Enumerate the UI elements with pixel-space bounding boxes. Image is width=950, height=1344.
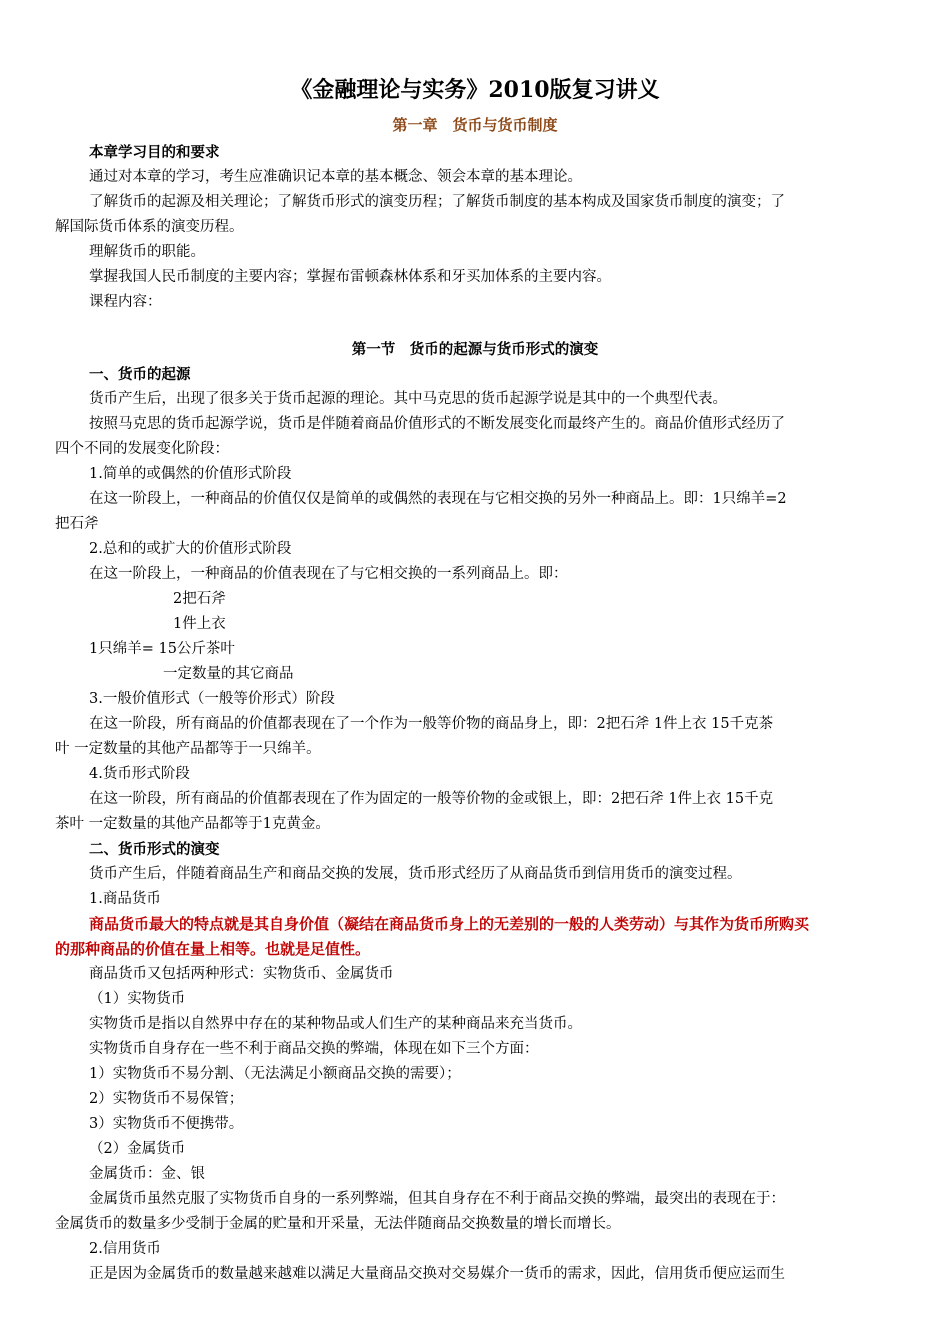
text-line: 本章学习目的和要求 <box>89 144 220 161</box>
text-line: 1）实物货币不易分割、（无法满足小额商品交换的需要）； <box>89 1066 461 1082</box>
text-line: 课程内容： <box>89 294 162 310</box>
text-line: 正是因为金属货币的数量越来越难以满足大量商品交换对交易媒介一货币的需求，因此，信用货币便应运而生 <box>89 1266 785 1282</box>
text-line: 货币产生后，出现了很多关于货币起源的理论。其中马克思的货币起源学说是其中的一个典型代表。 <box>89 391 727 407</box>
text-line: 掌握我国人民币制度的主要内容；掌握布雷顿森林体系和牙买加体系的主要内容。 <box>89 269 611 285</box>
chapter-title: 第一章 货币与货币制度 <box>392 116 558 134</box>
text-line: 4.货币形式阶段 <box>89 766 190 782</box>
text-line: 解国际货币体系的演变历程。 <box>55 219 244 235</box>
text-line: 一定数量的其它商品 <box>163 666 294 682</box>
text-line: 了解货币的起源及相关理论；了解货币形式的演变历程；了解货币制度的基本构成及国家货币制度的演变；了 <box>89 194 785 210</box>
text-line: 3.一般价值形式（一般等价形式）阶段 <box>89 691 335 707</box>
text-line: （2）金属货币 <box>89 1141 186 1157</box>
section-body <box>55 362 895 1287</box>
text-line: 在这一阶段，所有商品的价值都表现在了作为固定的一般等价物的金或银上，即：2把石斧 1件上衣 15千克 <box>89 791 774 807</box>
text-line: 理解货币的职能。 <box>89 244 205 260</box>
text-line: 在这一阶段上，一种商品的价值仅仅是简单的或偶然的表现在与它相交换的另外一种商品上。即：1只绵羊=2 <box>89 491 787 507</box>
text-line: 按照马克思的货币起源学说，货币是伴随着商品价值形式的不断发展变化而最终产生的。商品价值形式经历了 <box>89 416 785 432</box>
text-line: 实物货币是指以自然界中存在的某种物品或人们生产的某种商品来充当货币。 <box>89 1016 582 1032</box>
text-line: 商品货币又包括两种形式：实物货币、金属货币 <box>89 966 394 982</box>
text-line: 在这一阶段上，一种商品的价值表现在了与它相交换的一系列商品上。即： <box>89 566 568 582</box>
text-line: 在这一阶段，所有商品的价值都表现在了一个作为一般等价物的商品身上，即：2把石斧 1件上衣 15千克茶 <box>89 716 774 732</box>
text-line: 金属货币：金、银 <box>89 1166 205 1182</box>
text-line: 1件上衣 <box>173 616 226 632</box>
text-line: 金属货币虽然克服了实物货币自身的一系列弊端，但其自身存在不利于商品交换的弊端，最突出的表现在于： <box>89 1191 785 1207</box>
text-line: 2.信用货币 <box>89 1241 161 1257</box>
text-line: 2.总和的或扩大的价值形式阶段 <box>89 541 292 557</box>
chapter-intro <box>55 140 895 315</box>
text-line: 一、货币的起源 <box>89 366 191 383</box>
text-line: 1.简单的或偶然的价值形式阶段 <box>89 466 292 482</box>
document-page <box>55 70 895 1287</box>
section-title: 第一节 货币的起源与货币形式的演变 <box>351 341 599 358</box>
text-line: 商品货币最大的特点就是其自身价值（凝结在商品货币身上的无差别的一般的人类劳动）与其作为货币所购买 <box>89 915 810 933</box>
spacer <box>55 315 895 337</box>
text-line: 叶 一定数量的其他产品都等于一只绵羊。 <box>55 741 321 757</box>
text-line: 的那种商品的价值在量上相等。也就是足值性。 <box>55 940 371 958</box>
document-title: 《金融理论与实务》2010版复习讲义 <box>290 77 660 103</box>
text-line: 把石斧 <box>55 516 99 532</box>
text-line: 1只绵羊= 15公斤茶叶 <box>89 641 235 657</box>
text-line: 2）实物货币不易保管； <box>89 1091 244 1107</box>
text-line: 货币产生后，伴随着商品生产和商品交换的发展，货币形式经历了从商品货币到信用货币的演变过程。 <box>89 866 742 882</box>
text-line: 3）实物货币不便携带。 <box>89 1116 244 1132</box>
text-line: 二、货币形式的演变 <box>89 841 220 858</box>
text-line: 茶叶 一定数量的其他产品都等于1克黄金。 <box>55 816 330 832</box>
text-line: 实物货币自身存在一些不利于商品交换的弊端，体现在如下三个方面： <box>89 1041 539 1057</box>
text-line: 金属货币的数量多少受制于金属的贮量和开采量，无法伴随商品交换数量的增长而增长。 <box>55 1216 621 1232</box>
text-line: 2把石斧 <box>173 591 226 607</box>
text-line: 四个不同的发展变化阶段： <box>55 441 229 457</box>
text-line: 通过对本章的学习，考生应准确识记本章的基本概念、领会本章的基本理论。 <box>89 169 582 185</box>
text-line: 1.商品货币 <box>89 891 161 907</box>
text-line: （1）实物货币 <box>89 991 186 1007</box>
